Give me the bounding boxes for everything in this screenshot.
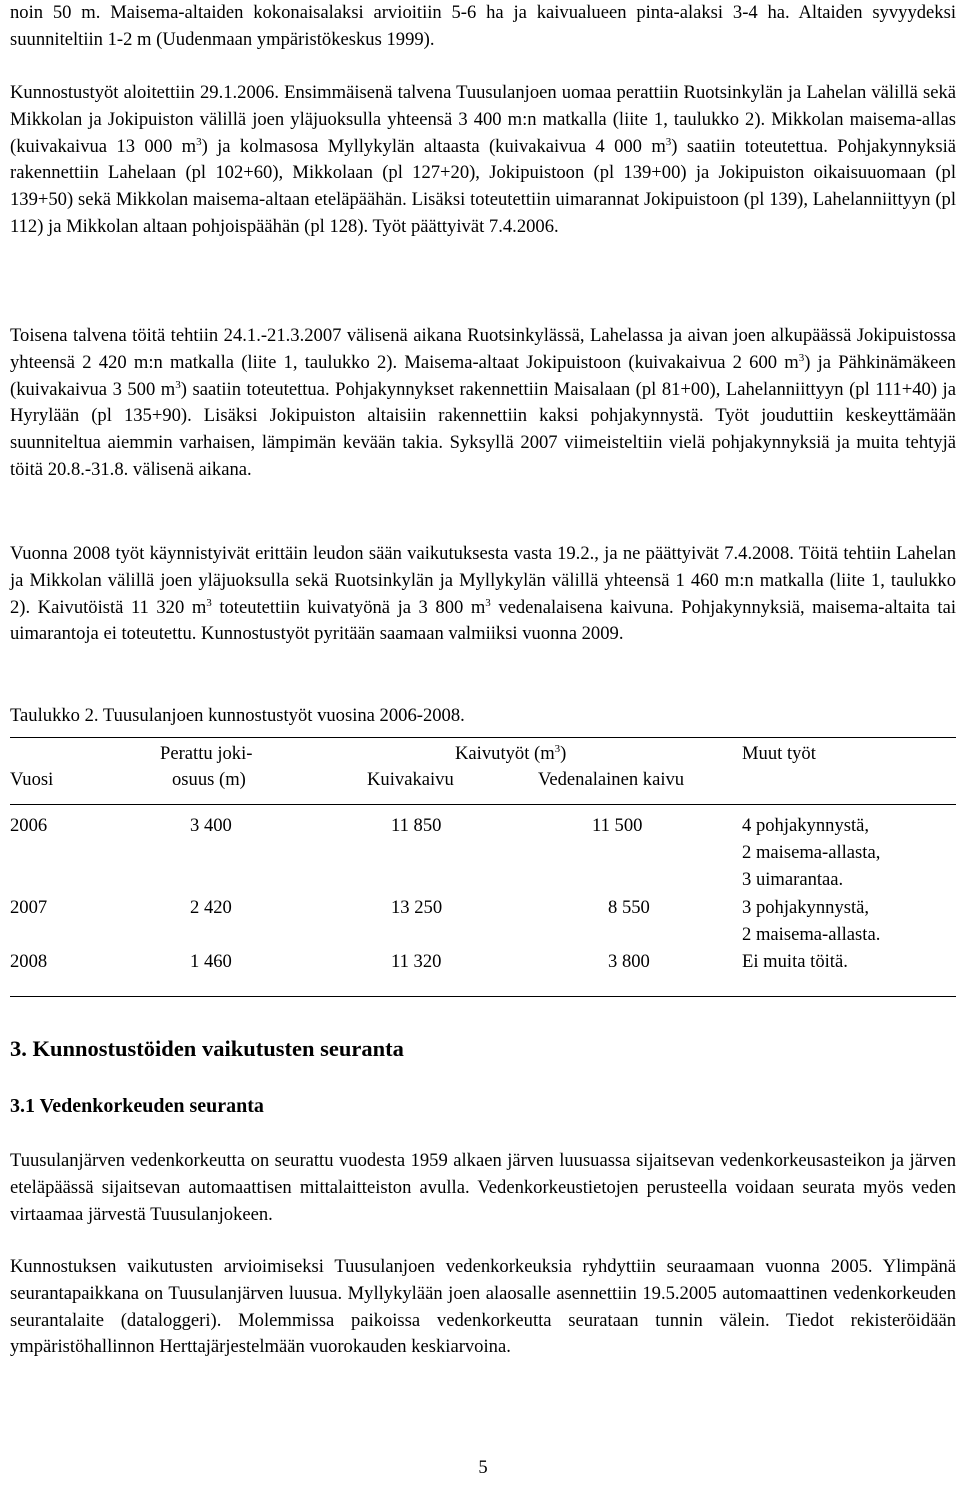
superscript-3: 3 [485,596,491,609]
row-2008-year: 2008 [10,951,48,972]
superscript-3: 3 [206,596,212,609]
paragraph-seuranta-1: Tuusulanjärven vedenkorkeutta on seurattu vuodesta 1959 alkaen järven luusuassa sijaitsevan vedenkorkeusasteikon ja järven eteläpäässä sijaitsevan automaattisen mittalaitteiston avulla. Vedenkorkeustietojen perusteella voidaan seurata myös veden virtaamaa järvestä Tuusulanjokeen. [10,1150,956,1225]
superscript-3: 3 [196,135,202,148]
row-2007-muut-1: 3 pohjakynnystä, [742,897,870,918]
table-bottom-rule [10,996,956,997]
table-top-rule [10,737,956,738]
paragraph-2008-text-b: toteutettiin kuivatyönä ja 3 800 m [211,596,486,618]
row-2008-muut-1: Ei muita töitä. [742,951,848,972]
row-2008-kuiva: 11 320 [391,951,442,972]
paragraph-2007 [10,323,956,484]
superscript-3: 3 [665,135,672,148]
header-kaivutyot-text: Kaivutyöt (m [455,743,555,764]
row-2007-perattu: 2 420 [190,897,232,918]
header-kuivakaivu: Kuivakaivu [367,769,454,790]
paragraph-2006-text-c: ) saatiin toteutettua. Pohjakynnyksiä rakennettiin Lahelaan (pl 102+60), Mikkolaan (pl 127+20), Jokipuistoon (pl 139+00) ja Jokipuiston oikaisuuomaan (pl 139+50) sekä Mikkolan maisema-altaan eteläpäähän. Lisäksi toteutettiin uimarannat Jokipuistoon (pl 139), Lahelanniittyyn (pl 112) ja Mikkolan altaan pohjoispäähän (pl 128). Työt päättyivät 7.4.2006. [10,135,956,237]
header-kaivutyot-paren: ) [560,743,567,764]
paragraph-2008 [10,541,956,648]
header-vuosi: Vuosi [10,769,54,790]
superscript-3: 3 [175,378,181,391]
row-2008-perattu: 1 460 [190,951,232,972]
subsection-heading: 3.1 Vedenkorkeuden seuranta [10,1095,264,1117]
paragraph-2007-text-b: ) ja Pähkinämäkeen (kuivakaivua 3 500 m [10,351,956,400]
row-2006-kuiva: 11 850 [391,815,442,836]
row-2007-kuiva: 13 250 [391,897,443,918]
header-perattu-line2: osuus (m) [172,769,246,790]
row-2007-vedenalainen: 8 550 [608,897,650,918]
header-kaivutyot [455,741,566,767]
paragraph-2008-text-c: vedenalaisena kaivuna. Pohjakynnyksiä, maisema-altaita tai uimarantoja ei toteutettu. Kunnostustyöt pyritään saamaan valmiiksi vuonna 2009. [10,596,957,645]
row-2006-perattu: 3 400 [190,815,232,836]
section-heading: 3. Kunnostustöiden vaikutusten seuranta [10,1036,404,1061]
paragraph-2006 [10,80,956,241]
paragraph-2007-text-c: ) saatiin toteutettua. Pohjakynnykset rakennettiin Maisalaan (pl 81+00), Lahelanniittyyn (pl 111+40) ja Hyrylään (pl 135+90). Lisäksi Jokipuiston altaisiin rakennettiin kaksi pohjakynnystä. Työt jouduttiin keskeyttämään suunniteltua aiemmin varhaisen, lämpimän kevään takia. Syksyllä 2007 viimeisteltiin vielä pohjakynnyksiä ja muita tehtyjä töitä 20.8.-31.8. välisenä aikana. [10,378,956,480]
header-muut: Muut työt [742,743,816,764]
paragraph-seuranta-2: Kunnostuksen vaikutusten arvioimiseksi Tuusulanjoen vedenkorkeuksia ryhdyttiin seuraamaan vuonna 2005. Ylimpänä seurantapaikkana on Tuusulanjärven luusua. Myllykylään joen alaosalle asennettiin 19.5.2005 automaattinen vedenkorkeuden seurantalaite (dataloggeri). Molemmissa paikoissa vedenkorkeutta seurataan tunnin välein. Tiedot rekisteröidään ympäristöhallinnon Herttajärjestelmään vuorokauden keskiarvoina. [10,1256,956,1358]
superscript-3: 3 [554,743,561,755]
row-2006-vedenalainen: 11 500 [592,815,643,836]
row-2007-muut-2: 2 maisema-allasta. [742,924,881,945]
row-2006-muut-3: 3 uimarantaa. [742,869,844,890]
table-header-rule [10,804,956,805]
row-2006-year: 2006 [10,815,48,836]
paragraph-2007-text-a: Toisena talvena töitä tehtiin 24.1.-21.3.2007 välisenä aikana Ruotsinkylässä, Lahelassa ja aivan joen alkupäässä Jokipuistossa yhteensä 2 420 m:n matkalla (liite 1, taulukko 2). Maisema-altaat Jokipuistoon (kuivakaivua 2 600 m [10,325,956,373]
header-perattu-line1: Perattu joki- [160,743,253,764]
row-2007-year: 2007 [10,897,48,918]
table-caption: Taulukko 2. Tuusulanjoen kunnostustyöt vuosina 2006-2008. [10,705,465,726]
header-vedenalainen: Vedenalainen kaivu [538,769,685,790]
superscript-3: 3 [798,351,805,364]
paragraph-2006-text-b: ) ja kolmasosa Myllykylän altaasta (kuivakaivua 4 000 m [201,135,666,157]
row-2006-muut-1: 4 pohjakynnystä, [742,815,870,836]
row-2008-vedenalainen: 3 800 [608,951,650,972]
row-2006-muut-2: 2 maisema-allasta, [742,842,881,863]
page-number: 5 [478,1457,488,1478]
intro-paragraph: noin 50 m. Maisema-altaiden kokonaisalaksi arvioitiin 5-6 ha ja kaivualueen pinta-alaksi 3-4 ha. Altaiden syvyydeksi suunniteltiin 1-2 m (Uudenmaan ympäristökeskus 1999). [10,2,956,50]
paragraph-2006-text-a: Kunnostustyöt aloitettiin 29.1.2006. Ensimmäisenä talvena Tuusulanjoen uomaa perattiin Ruotsinkylän ja Lahelan välillä sekä Mikkolan ja Jokipuiston välillä joen yläjuoksulla yhteensä 3 400 m:n matkalla (liite 1, taulukko 2). Mikkolan maisema-allas (kuivakaivua 13 000 m [10,82,956,157]
paragraph-2008-text-a: Vuonna 2008 työt käynnistyivät erittäin leudon sään vaikutuksesta vasta 19.2., ja ne päättyivät 7.4.2008. Töitä tehtiin Lahelan ja Mikkolan välillä joen yläjuoksulla sekä Ruotsinkylän ja Myllykylän välillä yhteensä 1 460 m:n matkalla (liite 1, taulukko 2). Kaivutöistä 11 320 m [10,543,956,618]
